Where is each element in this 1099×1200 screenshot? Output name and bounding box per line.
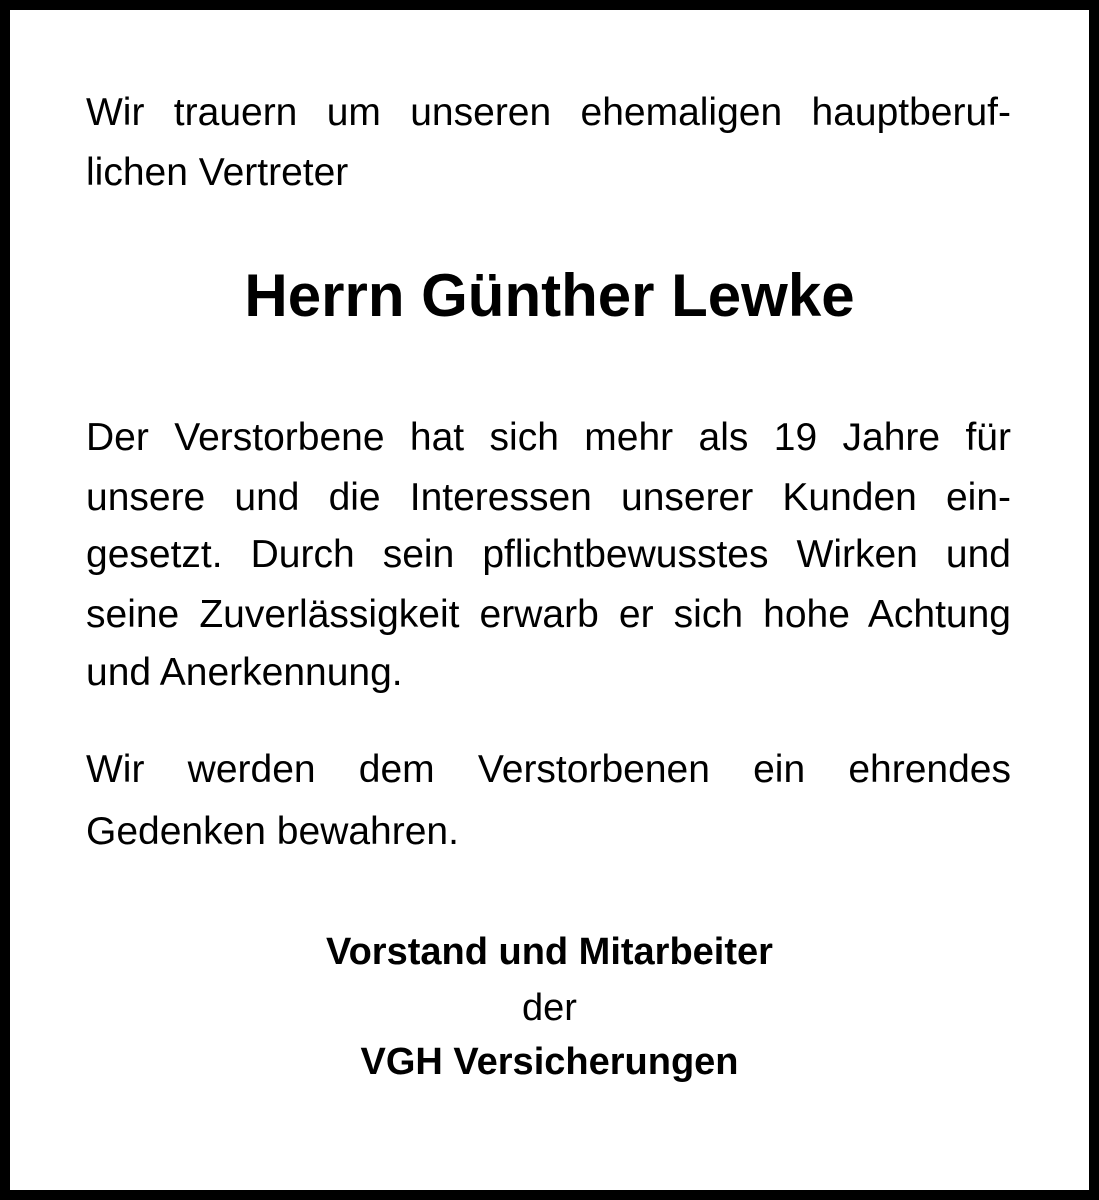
closing-line-1: Wir werden dem Verstorbenen ein ehrendes xyxy=(86,748,1011,791)
signature-line-1: Vorstand und Mitarbeiter xyxy=(326,931,773,973)
body-line-4: seine Zuverlässigkeit erwarb er sich hohe Achtung xyxy=(86,593,1011,636)
signature-line-2: der xyxy=(522,987,577,1029)
body-line-1: Der Verstorbene hat sich mehr als 19 Jahre für xyxy=(86,416,1011,459)
body-line-5: und Anerkennung. xyxy=(86,651,403,694)
signature-line-3: VGH Versicherungen xyxy=(360,1041,739,1083)
intro-line-1: Wir trauern um unseren ehemaligen hauptberuf- xyxy=(86,91,1011,134)
body-line-2: unsere und die Interessen unserer Kunden ein- xyxy=(86,476,1011,519)
deceased-name: Herrn Günther Lewke xyxy=(244,262,855,329)
intro-line-2: lichen Vertreter xyxy=(86,151,349,194)
body-line-3: gesetzt. Durch sein pflichtbewusstes Wirken und xyxy=(86,533,1011,576)
closing-line-2: Gedenken bewahren. xyxy=(86,810,459,853)
